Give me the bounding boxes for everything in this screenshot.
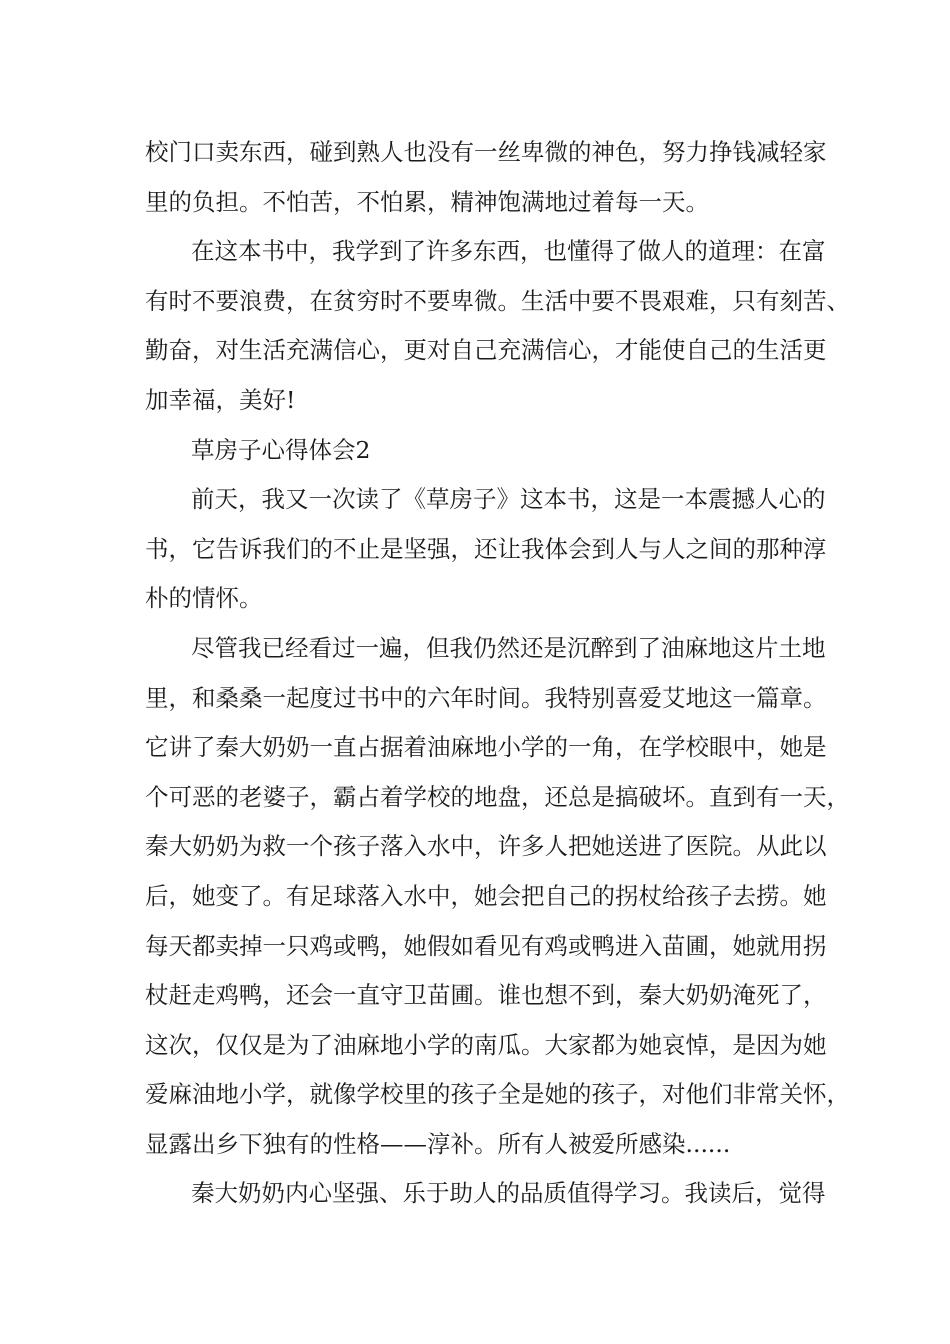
paragraph-first-line: 尽管我已经看过一遍，但我仍然还是沉醉到了油麻地这片土地 (191, 633, 826, 662)
paragraph-first-line: 草房子心得体会2 (191, 435, 371, 464)
text-line: 加幸福，美好! (145, 385, 296, 414)
text-line: 爱麻油地小学，就像学校里的孩子全是她的孩子，对他们非常关怀， (145, 1080, 850, 1109)
text-line: 里的负担。不怕苦，不怕累，精神饱满地过着每一天。 (145, 187, 709, 216)
text-line: 个可恶的老婆子，霸占着学校的地盘，还总是搞破坏。直到有一天， (145, 782, 850, 811)
text-line: 这次，仅仅是为了油麻地小学的南瓜。大家都为她哀悼，是因为她 (145, 1030, 827, 1059)
body-text (145, 128, 850, 1219)
text-line: 里，和桑桑一起度过书中的六年时间。我特别喜爱艾地这一篇章。 (145, 683, 827, 712)
text-line: 勤奋，对生活充满信心，更对自己充满信心，才能使自己的生活更 (145, 336, 827, 365)
text-line: 书，它告诉我们的不止是坚强，还让我体会到人与人之间的那种淳 (145, 534, 827, 563)
paragraph-first-line: 秦大奶奶内心坚强、乐于助人的品质值得学习。我读后，觉得 (191, 1179, 826, 1208)
text-line: 显露出乡下独有的性格——淳补。所有人被爱所感染...... (145, 1129, 731, 1158)
text-line: 朴的情怀。 (145, 584, 263, 613)
text-line: 校门口卖东西，碰到熟人也没有一丝卑微的神色，努力挣钱减轻家 (145, 138, 827, 166)
text-line: 有时不要浪费，在贫穷时不要卑微。生活中要不畏艰难，只有刻苦、 (145, 286, 850, 315)
paragraph-first-line: 在这本书中，我学到了许多东西，也懂得了做人的道理：在富 (191, 237, 826, 266)
text-line: 杖赶走鸡鸭，还会一直守卫苗圃。谁也想不到，秦大奶奶淹死了， (145, 981, 827, 1010)
text-line: 秦大奶奶为救一个孩子落入水中，许多人把她送进了医院。从此以 (145, 832, 827, 861)
text-line: 后，她变了。有足球落入水中，她会把自己的拐杖给孩子去捞。她 (145, 881, 827, 910)
paragraph-first-line: 前天，我又一次读了《草房子》这本书，这是一本震撼人心的 (191, 485, 826, 514)
text-line: 它讲了秦大奶奶一直占据着油麻地小学的一角，在学校眼中，她是 (145, 733, 827, 762)
text-line: 每天都卖掉一只鸡或鸭，她假如看见有鸡或鸭进入苗圃，她就用拐 (145, 931, 827, 960)
